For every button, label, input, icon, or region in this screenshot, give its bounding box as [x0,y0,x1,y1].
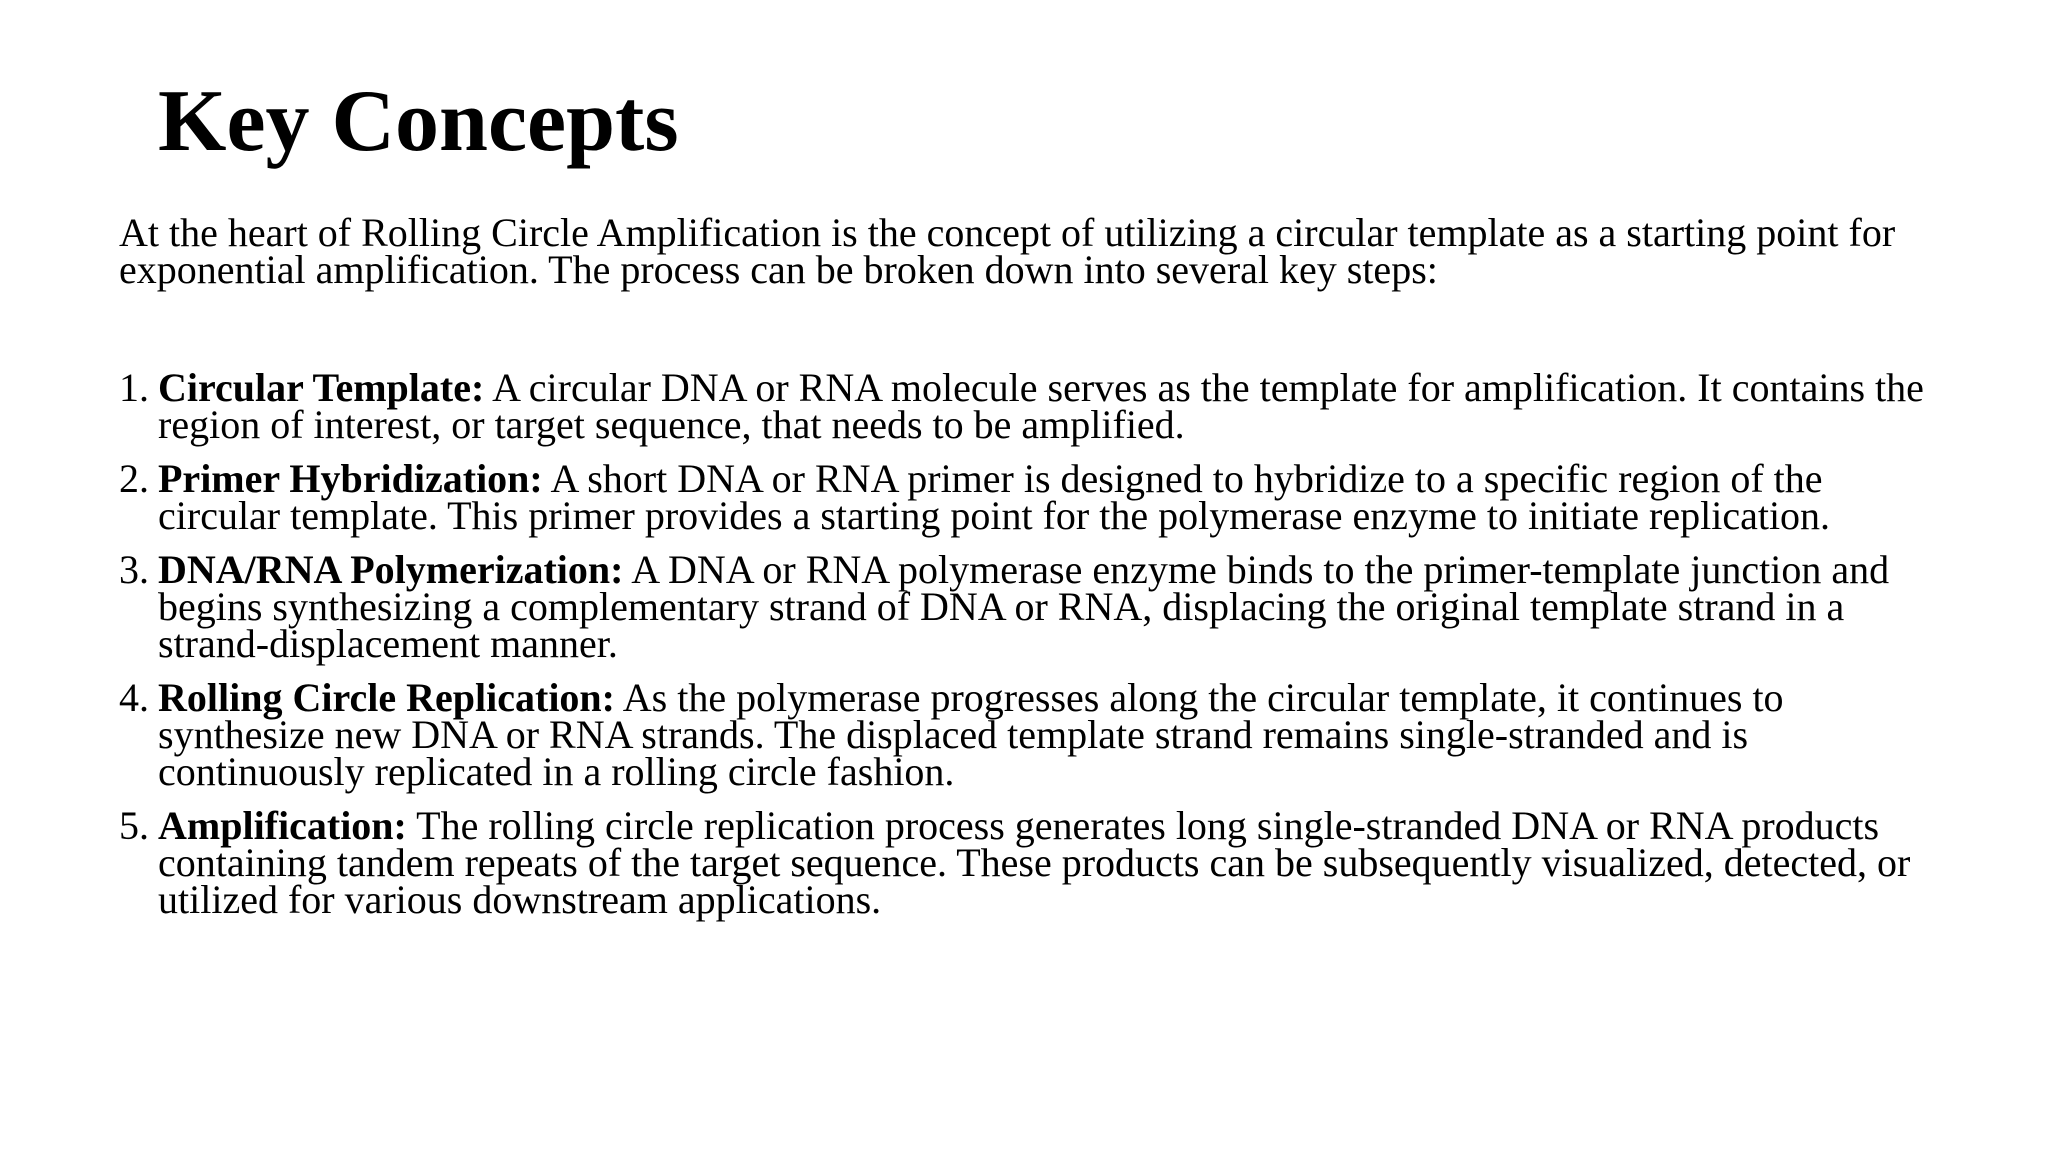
list-item-primer-hybridization [119,456,1929,538]
list-item-number: 4. [119,675,149,720]
list-item-text: A circular DNA or RNA molecule serves as the template for amplification. It contains the region of interest, or target sequence, that needs to be amplified. [158,365,1924,447]
list-item-text: A short DNA or RNA primer is designed to hybridize to a specific region of the circular template. This primer provides a starting point for the polymerase enzyme to initiate replication. [158,456,1831,538]
list-item-number: 1. [119,365,149,410]
list-item-rolling-circle-replication [119,675,1929,794]
list-item-text: A DNA or RNA polymerase enzyme binds to the primer-template junction and begins synthesizing a complementary strand of DNA or RNA, displacing the original template strand in a strand-displacement manner. [158,547,1890,666]
list-item-number: 5. [119,803,149,848]
list-item-term: Amplification: [158,803,407,848]
intro-paragraph: At the heart of Rolling Circle Amplification is the concept of utilizing a circular template as a starting point for exponential amplification. The process can be broken down into several key steps: [119,210,1896,292]
list-item-number: 2. [119,456,149,501]
list-item-amplification [119,803,1929,922]
key-steps-list [119,365,1929,935]
list-item-circular-template [119,365,1929,447]
list-item-text: The rolling circle replication process generates long single-stranded DNA or RNA products containing tandem repeats of the target sequence. These products can be subsequently visualized, detected, or utilized for various downstream applications. [158,803,1911,922]
slide-title: Key Concepts [158,73,679,170]
list-item-term: Rolling Circle Replication: [158,675,615,720]
list-item-term: Primer Hybridization: [158,456,543,501]
list-item-term: DNA/RNA Polymerization: [158,547,624,592]
list-item-text: As the polymerase progresses along the circular template, it continues to synthesize new DNA or RNA strands. The displaced template strand remains single-stranded and is continuously replicated in a rolling circle fashion. [158,675,1784,794]
list-item-number: 3. [119,547,149,592]
list-item-term: Circular Template: [158,365,485,410]
list-item-dna-rna-polymerization [119,547,1929,666]
